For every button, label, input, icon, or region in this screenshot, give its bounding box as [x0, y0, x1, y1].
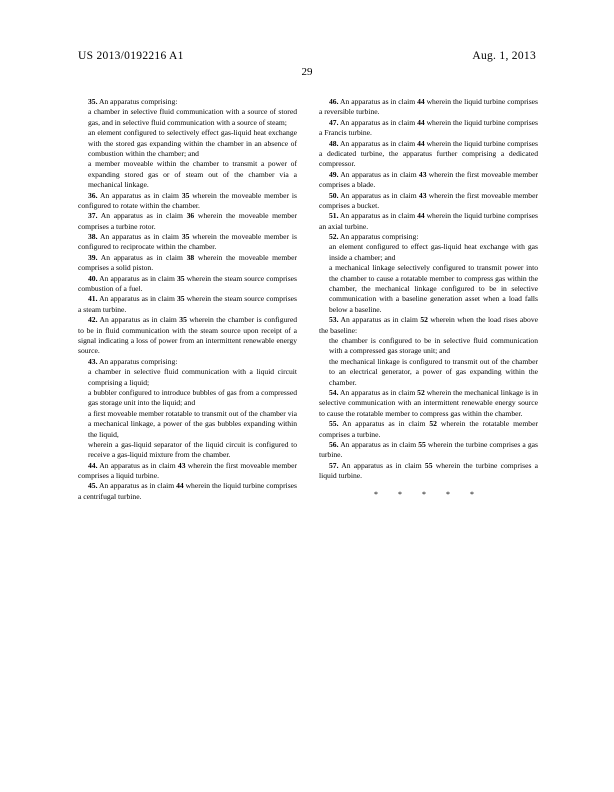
claim-text: An apparatus as in claim 35 wherein the steam source comprises a steam turbine. — [78, 294, 297, 314]
claim-text: An apparatus as in claim 52 wherein the rotatable member comprises a turbine. — [319, 419, 538, 439]
claim-subparagraph: a chamber in selective fluid communication with a liquid circuit comprising a liquid; — [88, 367, 297, 387]
claim-text: An apparatus as in claim 43 wherein the first moveable member comprises a bucket. — [319, 190, 539, 210]
claim-text: An apparatus as in claim 44 wherein the liquid turbine comprises a centrifugal turbine. — [78, 481, 297, 501]
column-right — [319, 97, 538, 502]
claim-reference: 35 — [176, 294, 185, 304]
claim-number: 40. — [88, 273, 98, 283]
claim-subparagraph: an element configured to selectively effect gas-liquid heat exchange with the stored gas expanding within the chamber in an absence of combustion within the chamber; and — [88, 128, 297, 158]
page-header — [78, 50, 536, 62]
claim-number: 56. — [329, 439, 339, 449]
claim-paragraph — [319, 315, 538, 336]
claim-number: 57. — [329, 460, 339, 470]
claim-reference: 44 — [417, 138, 425, 148]
claim-subparagraph: wherein a gas-liquid separator of the liquid circuit is configured to receive a gas-liquid mixture from the chamber. — [88, 439, 297, 460]
claim-text: An apparatus as in claim 44 wherein the liquid turbine comprises an axial turbine. — [319, 211, 538, 231]
claim-paragraph — [78, 253, 297, 274]
claim-text: An apparatus comprising: — [338, 232, 419, 242]
claim-number: 54. — [329, 387, 339, 397]
claim-text: An apparatus as in claim 36 wherein the moveable member comprises a turbine rotor. — [78, 211, 298, 231]
claim-number: 41. — [88, 294, 98, 304]
claim-subparagraph: a bubbler configured to introduce bubbles of gas from a compressed gas storage unit into the liquid; and — [88, 387, 297, 408]
claim-subparagraph: a mechanical linkage selectively configured to transmit power into the chamber to cause a rotatable member to compress gas within the chamber, the mechanical linkage configured to be in selective communication with a baseline generation asset when a load falls below a baseline. — [329, 263, 538, 314]
claim-reference: 52 — [429, 419, 437, 429]
claim-reference: 52 — [417, 387, 425, 397]
claim-number: 44. — [88, 460, 98, 470]
claim-paragraph — [78, 481, 297, 502]
claim-subparagraph: the mechanical linkage is configured to transmit out of the chamber to an electrical generator, a power of gas expanding within the chamber. — [329, 356, 538, 387]
claim-paragraph — [78, 274, 297, 295]
claim-paragraph — [319, 211, 538, 232]
claim-paragraph — [78, 294, 297, 315]
claim-paragraph — [319, 118, 538, 139]
claim-text: An apparatus as in claim 55 wherein the turbine comprises a gas turbine. — [319, 439, 538, 460]
claim-paragraph — [78, 461, 297, 482]
claim-subparagraph: an element configured to effect gas-liquid heat exchange with gas inside a chamber; and — [329, 242, 538, 262]
claim-text: An apparatus as in claim 44 wherein the liquid turbine comprises a Francis turbine. — [319, 117, 538, 138]
claim-paragraph — [78, 232, 297, 253]
claim-paragraph — [319, 232, 538, 242]
column-left — [78, 97, 297, 502]
claim-number: 49. — [329, 169, 339, 179]
claim-reference: 44 — [176, 481, 184, 491]
claim-paragraph — [319, 461, 538, 482]
claim-reference: 43 — [418, 169, 427, 179]
publication-number: US 2013/0192216 A1 — [78, 50, 184, 62]
end-of-claims-mark: * * * * * — [374, 490, 483, 500]
claim-text: An apparatus as in claim 44 wherein the liquid turbine comprises a dedicated turbine, the apparatus further comprising a dedicated compressor. — [319, 138, 538, 169]
claim-number: 43. — [88, 356, 98, 366]
claim-number: 52. — [329, 232, 339, 242]
claim-reference: 43 — [177, 460, 186, 470]
claim-reference: 52 — [420, 315, 428, 325]
claim-reference: 44 — [417, 211, 425, 221]
claims-body — [78, 97, 538, 502]
claim-paragraph — [78, 97, 297, 107]
page-number: 29 — [301, 66, 313, 78]
claim-text: An apparatus comprising: — [97, 356, 178, 366]
claim-text: An apparatus as in claim 43 wherein the first moveable member comprises a liquid turbine. — [78, 460, 298, 481]
claim-text: An apparatus comprising: — [97, 97, 178, 106]
claim-paragraph — [319, 388, 538, 419]
claim-subparagraph: a member moveable within the chamber to transmit a power of expanding stored gas or of steam out of the chamber via a mechanical linkage. — [88, 159, 297, 190]
claim-number: 35. — [88, 97, 98, 106]
claim-subparagraph: a chamber in selective fluid communication with a source of stored gas, and in selective fluid communication with a source of steam; — [88, 107, 297, 127]
claim-text: An apparatus as in claim 55 wherein the turbine comprises a liquid turbine. — [319, 460, 538, 481]
claim-reference: 44 — [417, 97, 425, 106]
claim-reference: 55 — [424, 460, 433, 470]
claim-reference: 44 — [417, 117, 425, 127]
publication-date: Aug. 1, 2013 — [472, 50, 536, 62]
claim-number: 45. — [88, 481, 98, 491]
claim-text: An apparatus as in claim 35 wherein the moveable member is configured to rotate within the chamber. — [78, 190, 297, 210]
claim-text: An apparatus as in claim 43 wherein the first moveable member comprises a blade. — [319, 169, 539, 190]
claim-reference: 43 — [418, 190, 427, 200]
claim-number: 38. — [88, 232, 98, 242]
claim-number: 48. — [329, 138, 339, 148]
claim-paragraph — [78, 357, 297, 367]
claim-paragraph — [319, 97, 538, 118]
claim-number: 37. — [88, 211, 98, 221]
claim-text: An apparatus as in claim 52 wherein when the load rises above the baseline: — [319, 315, 538, 335]
claim-number: 55. — [329, 419, 339, 429]
claim-paragraph — [319, 170, 538, 191]
claim-reference: 38 — [186, 252, 195, 262]
claim-number: 53. — [329, 315, 339, 325]
claim-paragraph — [78, 211, 297, 232]
claim-number: 47. — [329, 117, 339, 127]
claim-reference: 35 — [181, 190, 190, 200]
claim-reference: 35 — [176, 273, 185, 283]
claim-text: An apparatus as in claim 35 wherein the moveable member is configured to reciprocate within the chamber. — [78, 232, 297, 252]
claim-number: 50. — [329, 190, 339, 200]
claim-subparagraph: the chamber is configured to be in selective fluid communication with a compressed gas storage unit; and — [329, 335, 538, 356]
claim-paragraph — [319, 419, 538, 440]
claim-reference: 35 — [181, 232, 190, 242]
claim-text: An apparatus as in claim 35 wherein the chamber is configured to be in fluid communication with the steam source upon receipt of a signal indicating a loss of power from an intermittent renewable energy source. — [78, 315, 297, 356]
claim-number: 36. — [88, 190, 98, 200]
claim-number: 51. — [329, 211, 339, 221]
claim-paragraph — [78, 191, 297, 212]
claim-text: An apparatus as in claim 44 wherein the liquid turbine comprises a reversible turbine. — [319, 97, 538, 117]
claim-number: 46. — [329, 97, 339, 106]
claim-text: An apparatus as in claim 52 wherein the mechanical linkage is in selective communication with an intermittent renewable energy source to cause the rotatable member to compress gas within the chamber. — [319, 387, 538, 418]
claim-text: An apparatus as in claim 38 wherein the moveable member comprises a solid piston. — [78, 252, 298, 273]
claim-number: 39. — [88, 252, 98, 262]
claim-paragraph — [319, 440, 538, 461]
claim-number: 42. — [88, 315, 98, 325]
claim-reference: 36 — [186, 211, 195, 221]
claim-paragraph — [78, 315, 297, 357]
claim-reference: 55 — [418, 439, 426, 449]
claim-text: An apparatus as in claim 35 wherein the steam source comprises combustion of a fuel. — [78, 273, 297, 294]
claim-paragraph — [319, 139, 538, 170]
claim-reference: 35 — [179, 315, 187, 325]
claim-subparagraph: a first moveable member rotatable to transmit out of the chamber via a mechanical linkage, a power of the gas bubbles expanding within the liquid, — [88, 408, 297, 439]
claim-paragraph — [319, 191, 538, 212]
